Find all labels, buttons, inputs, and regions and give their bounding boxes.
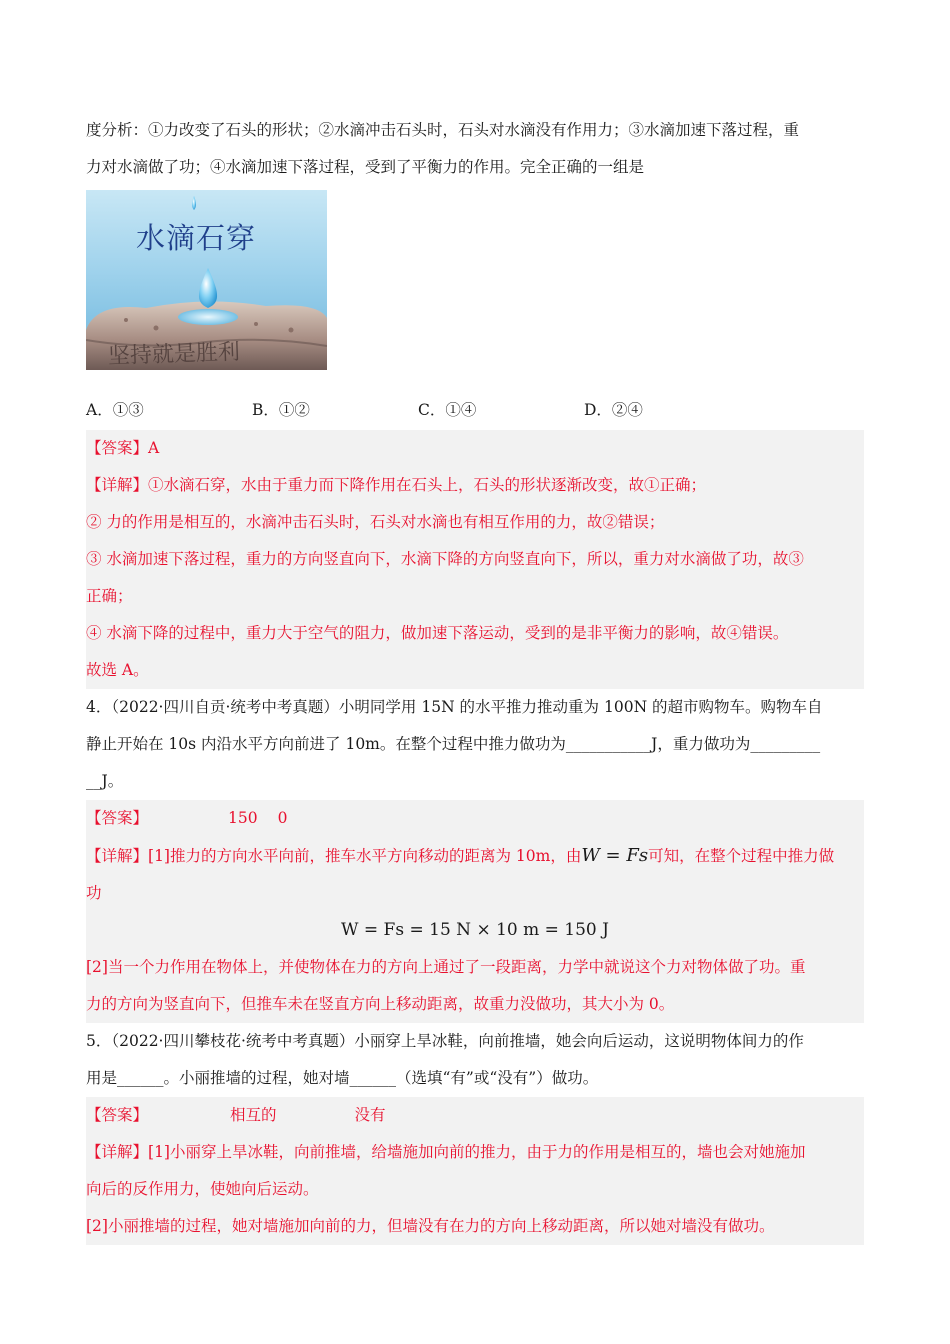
answer-label: 【答案】 [86,1106,149,1124]
q3-detail-line-2: ② 力的作用是相互的，水滴冲击石头时，石头对水滴也有相互作用的力，故②错误； [86,513,665,531]
q5-detail-line-1 [86,1134,864,1171]
q4-answer-1: 150 [228,809,258,827]
q5-answer-2: 没有 [354,1106,386,1124]
image-caption-text: 坚持就是胜利 [107,339,241,370]
detail-label: 【详解】 [86,476,149,494]
q5-stem-line-1: 5．（2022·四川攀枝花·统考中考真题）小丽穿上旱冰鞋，向前推墙，她会向后运动，这说明物体间力的作 [86,1032,804,1050]
q5-answer-box [86,1097,864,1245]
q5-detail-line-3: [2]小丽推墙的过程，她对墙施加向前的力，但墙没有在力的方向上移动距离，所以她对墙没有做功。 [86,1217,775,1235]
answer-label: 【答案】 [86,809,149,827]
work-equation: W = Fs = 15 N × 10 m = 150 J [341,920,609,940]
answer-label: 【答案】 [86,439,149,457]
q4-detail-1a: [1]推力的方向水平向前，推车水平方向移动的距离为 10m，由 [148,847,582,865]
q3-answer-value: A [148,439,160,457]
q4-answer-line [86,800,864,837]
q3-detail-line-4: 正确； [86,587,133,605]
inline-formula: W = Fs [581,845,649,866]
q4-answer-box [86,800,864,1023]
q4-detail-line-4: 力的方向为竖直向下，但推车未在竖直方向上移动距离，故重力没做功，其大小为 0。 [86,995,675,1013]
detail-label: 【详解】 [86,1143,149,1161]
q5-detail-line-2: 向后的反作用力，使她向后运动。 [86,1180,319,1198]
option-b[interactable]: B．①② [252,401,310,419]
q3-detail-line-1 [86,467,864,504]
q3-answer-box [86,430,864,689]
q3-detail-line-6: 故选 A。 [86,661,149,679]
q3-answer-line [86,430,864,467]
q5-stem-line-2: 用是______。小丽推墙的过程，她对墙______（选填“有”或“没有”）做功。 [86,1069,599,1087]
q4-detail-line-1 [86,837,864,875]
q4-detail-line-3: [2]当一个力作用在物体上，并使物体在力的方向上通过了一段距离，力学中就说这个力对物体做了功。重 [86,958,806,976]
q4-detail-1b: 可知，在整个过程中推力做 [648,847,835,865]
q3-detail-text: ①水滴石穿，水由于重力而下降作用在石头上，石头的形状逐渐改变，故①正确； [148,476,707,494]
option-d[interactable]: D．②④ [584,401,643,419]
q4-answer-2: 0 [277,809,288,827]
page-content [86,112,864,1245]
water-drop-stone-image [86,190,327,370]
detail-label: 【详解】 [86,847,149,865]
option-a[interactable]: A．①③ [86,401,144,419]
option-c[interactable]: C．①④ [418,401,477,419]
q3-options [86,396,864,424]
q5-detail-1a: [1]小丽穿上旱冰鞋，向前推墙，给墙施加向前的推力，由于力的作用是相互的，墙也会对她施加 [148,1143,806,1161]
q5-answer-line [86,1097,864,1134]
q4-detail-line-2: 功 [86,884,102,902]
q4-stem-line-1: 4．（2022·四川自贡·统考中考真题）小明同学用 15N 的水平推力推动重为 100N 的超市购物车。购物车自 [86,698,823,716]
q3-detail-line-5: ④ 水滴下降的过程中，重力大于空气的阻力，做加速下落运动，受到的是非平衡力的影响，故④错误。 [86,624,789,642]
q3-stem-line-1: 度分析：①力改变了石头的形状；②水滴冲击石头时，石头对水滴没有作用力；③水滴加速下落过程，重 [86,121,800,139]
q5-answer-1: 相互的 [230,1106,277,1124]
q4-stem-line-3: __J。 [86,772,124,790]
q3-detail-line-3: ③ 水滴加速下落过程，重力的方向竖直向下，水滴下降的方向竖直向下，所以，重力对水滴做了功，故③ [86,550,804,568]
image-title-text: 水滴石穿 [136,221,257,255]
q4-stem-line-2: 静止开始在 10s 内沿水平方向前进了 10m。在整个过程中推力做功为___________J，重力做功为_________ [86,735,821,753]
q3-stem-line-2: 力对水滴做了功；④水滴加速下落过程，受到了平衡力的作用。完全正确的一组是 [86,158,645,176]
